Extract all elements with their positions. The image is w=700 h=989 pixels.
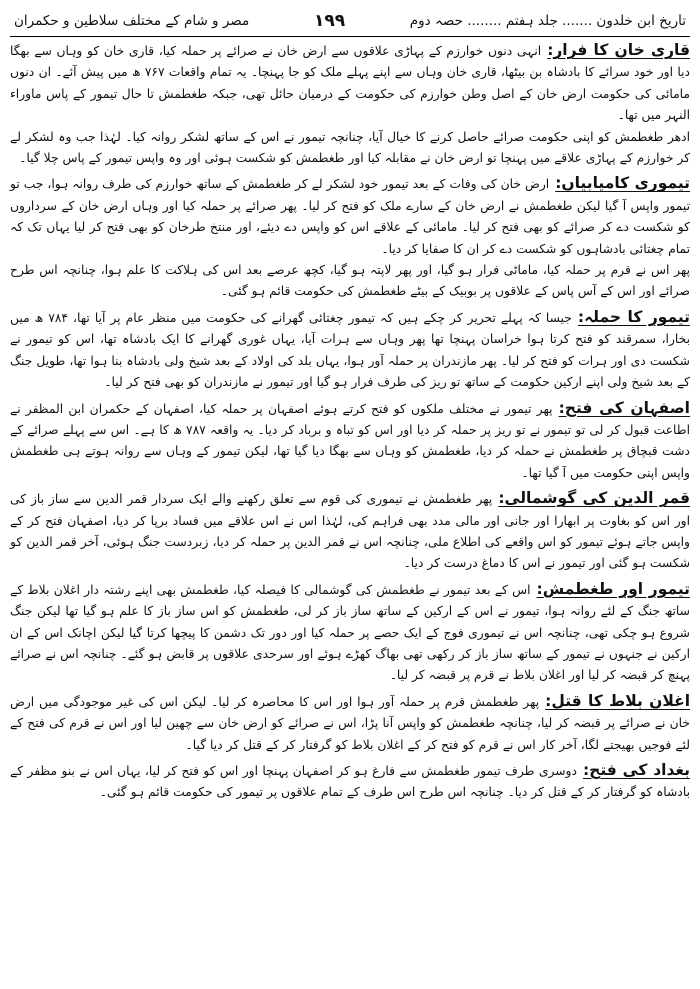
paragraph: [10, 173, 690, 260]
section-timur-successes: [10, 173, 690, 302]
header-book-title: تاریخ ابن خلدون ....... جلد ہفتم ........ حصہ دوم: [409, 13, 686, 29]
paragraph-text: انہی دنوں خوارزم کے پہاڑی علاقوں سے ارض خان نے صرائے پر حملہ کیا، قاری خان کو وہاں سے بھگا دیا اور خود سرائے کا بادشاہ بن بیٹھا، قاری خان وہاں سے اپنے پہلے ملک کو جا پہنچا۔ یہ تمام واقعات ۷۶۷ ھ میں پیش آئے۔ ان دنوں مامائی کی حکومت ارض خان کے اصل وطن خوارزم کی حکومت کے درمیان حائل تھی، جبکہ طغطمش تا حال تیمور کے پاس ماوراء النہر میں تھا۔: [10, 44, 690, 123]
paragraph-text: دوسری طرف تیمور طغطمش سے فارغ ہو کر اصفہان پہنچا اور اس کو فتح کر لیا، یہاں اس نے بنو مظفر کے بادشاہ کو گرفتار کر کے قتل کر دیا۔ چنانچہ اس طرح اس طرف کے تمام علاقوں پر تیمور کی حکومت قائم ہو گئی۔: [10, 764, 690, 800]
paragraph: [10, 127, 690, 170]
section-heading: قمر الدین کی گوشمالی:: [498, 489, 691, 508]
section-heading: تیمور کا حملہ:: [577, 307, 691, 326]
paragraph: [10, 691, 690, 756]
paragraph: [10, 488, 690, 575]
paragraph: [10, 40, 690, 127]
paragraph-text: جیسا کہ پہلے تحریر کر چکے ہیں کہ تیمور چغتائی گھرانے کی حکومت میں منظر عام پر آیا تھا، ۷۸۴ ھ میں بخارا، سمرقند کو فتح کرتا ہوا خراسان پہنچا تھا پھر وہاں سے ہرات آیا، یہاں غوری گھرانے کا ایک بادشاہ تھا، اس کو تیمور نے شکست دی اور ہرات کو فتح کر لیا۔ پھر مازندران پر حملہ آور ہوا، یہاں بلد کی اولاد کے بعد شیخ ولی بادشاہ بنا ہوا تھا، طویل جنگ کے بعد شیخ ولی اپنے ارکین حکومت کے ساتھ تو ریز کی طرف فرار ہو گیا اور تیمور نے مازندران کو بھی فتح کر لیا۔: [10, 310, 690, 390]
paragraph-text: اس کے بعد تیمور نے طغطمش کی گوشمالی کا فیصلہ کیا، طغطمش بھی اپنے رشتہ دار اغلان بلاط کے ساتھ جنگ کے لئے روانہ ہوا، تیمور نے اس کے ارکین کے ساتھ ساز باز کر لی، طغطمش کو اس ساز باز کا علم ہو گیا تھا لیکن جنگ شروع ہو چکی تھی، چنانچہ اس نے تیموری فوج کے ایک حصے پر حملہ کیا اور دور تک دشمن کا پیچھا کرتا گیا لیکن اچانک اس کے ان ارکین نے جنہوں نے تیمور کے ساتھ ساز باز کر رکھی تھی بھاگ کھڑے ہوئے اور سرحدی علاقوں پر قابض ہو گئے۔ چنانچہ اس نے صرائے پہنچ کر قبضہ کر لیا اور اغلان بلاط نے قرم پر قبضہ کر لیا۔: [10, 582, 690, 683]
section-isfahan-conquest: [10, 398, 690, 485]
section-aghlan-bulat-killing: [10, 691, 690, 756]
section-timur-attack: [10, 307, 690, 394]
paragraph-text: پھر تیمور نے مختلف ملکوں کو فتح کرتے ہوئے اصفہان پر حملہ کیا، اصفہان کے حکمران ابن المظفر نے اطاعت قبول کر لی تو تیمور نے تو ریز پر حملہ کر دیا اور اس کو تباہ و برباد کر دیا۔ یہ واقعہ ۷۸۷ ھ کا ہے۔ اس سے پہلے صرائے کے دشت قبچاق پر طغطمش نے حملہ کر دیا، طغطمش کو وہاں سے بھگا دیا گیا تھا، لیکن تیمور کے وہاں سے روانہ ہوتے ہی طغطمش واپس اپنی حکومت میں آ گیا تھا۔: [10, 401, 691, 480]
paragraph: [10, 307, 690, 394]
section-heading: اصفہان کی فتح:: [558, 398, 690, 417]
paragraph-text: ادھر طغطمش کو اپنی حکومت صرائے حاصل کرنے کا خیال آیا، چنانچہ تیمور نے اس کے ساتھ لشکر روانہ کیا۔ لہٰذا جب وہ لشکر لے کر خوارزم کے پہاڑی علاقے میں پہنچا تو ارض خان نے مقابلہ کیا اور طغطمش کو شکست ہوئی اور وہ واپس تیمور کے پاس چلا گیا۔: [10, 129, 690, 166]
section-baghdad-conquest: [10, 760, 690, 804]
paragraph: [10, 260, 690, 303]
section-heading: اغلان بلاط کا قتل:: [545, 691, 691, 710]
header-chapter-title: مصر و شام کے مختلف سلاطین و حکمران: [14, 13, 250, 29]
page-number: ۱۹۹: [313, 11, 346, 31]
section-heading: قاری خان کا فرار:: [547, 41, 691, 59]
page-header: [10, 8, 690, 37]
section-qamaruddin-punishment: [10, 488, 690, 575]
paragraph: [10, 760, 690, 804]
section-heading: تیموری کامیابیاں:: [555, 174, 690, 193]
paragraph: [10, 579, 690, 687]
paragraph-text: پھر طغطمش نے تیموری کی قوم سے تعلق رکھنے والے ایک سردار قمر الدین سے ساز باز کی اور اس کو بغاوت پر ابھارا اور جانی اور مالی مدد بھی فراہم کی، لہٰذا اس نے اس علاقے میں فساد برپا کر دیا، اصفہان فتح کر کے واپس جاتے ہوئے تیمور کو اس واقعے کی اطلاع ملی، چنانچہ اس نے قمر الدین پر حملہ کر دیا، زبردست جنگ ہوئی، آخر قمر الدین کو شکست ہو گئی اور تیمور نے اس کا دماغ درست کر دیا۔: [10, 492, 690, 571]
section-heading: تیمور اور طغطمش:: [536, 579, 690, 598]
section-qari-khan-escape: [10, 40, 690, 169]
section-timur-and-tughtamish: [10, 579, 690, 687]
page-content: [10, 37, 690, 804]
paragraph-text: ارض خان کی وفات کے بعد تیمور خود لشکر لے کر طغطمش کے ساتھ خوارزم کی طرف روانہ ہوا، جب تو تیمور واپس آ گیا لیکن طغطمش نے ارض خان کے سارے ملک کو فتح کر لیا۔ پھر صرائے پر حملہ کیا اور وہاں ارض خان کے سرداروں کو شکست دے کر صرائے کو بھی فتح کر لیا۔ مامائی کے علاقے اس کو واپس دے دیئے، اور منتخ طرخان کو بھی فتح کر لیا یہاں تک کہ تمام چغتائی بادشاہوں کو شکست دے کر ان کا صفایا کر دیا۔: [10, 177, 690, 256]
section-heading: بغداد کی فتح:: [582, 761, 690, 779]
paragraph-text: پھر طغطمش قرم پر حملہ آور ہوا اور اس کا محاصرہ کر لیا۔ لیکن اس کی غیر موجودگی میں ارض خان نے صرائے پر قبضہ کر لیا، چنانچہ طغطمش کو واپس آنا پڑا، اس نے صرائے کو ارض خان سے چھین لیا اور اس نے قرم کی فتح کے لئے فوجیں بھیجتے لگا، آخر کار اس نے قرم کو فتح کر کے اغلان بلاط کو گرفتار کر کے قتل کر دیا گیا۔: [10, 694, 690, 752]
paragraph: [10, 398, 690, 485]
paragraph-text: پھر اس نے قرم پر حملہ کیا، ماماٹی فرار ہو گیا، اور پھر لاپتہ ہو گیا، کچھ عرصے بعد اس کی ہلاکت کا علم ہوا، چنانچہ اس طرح صرائے اور اس کے آس پاس کے علاقوں پر بوبیک کے بیٹے طغطمش کی حکومت قائم ہو گئی۔: [10, 263, 690, 299]
